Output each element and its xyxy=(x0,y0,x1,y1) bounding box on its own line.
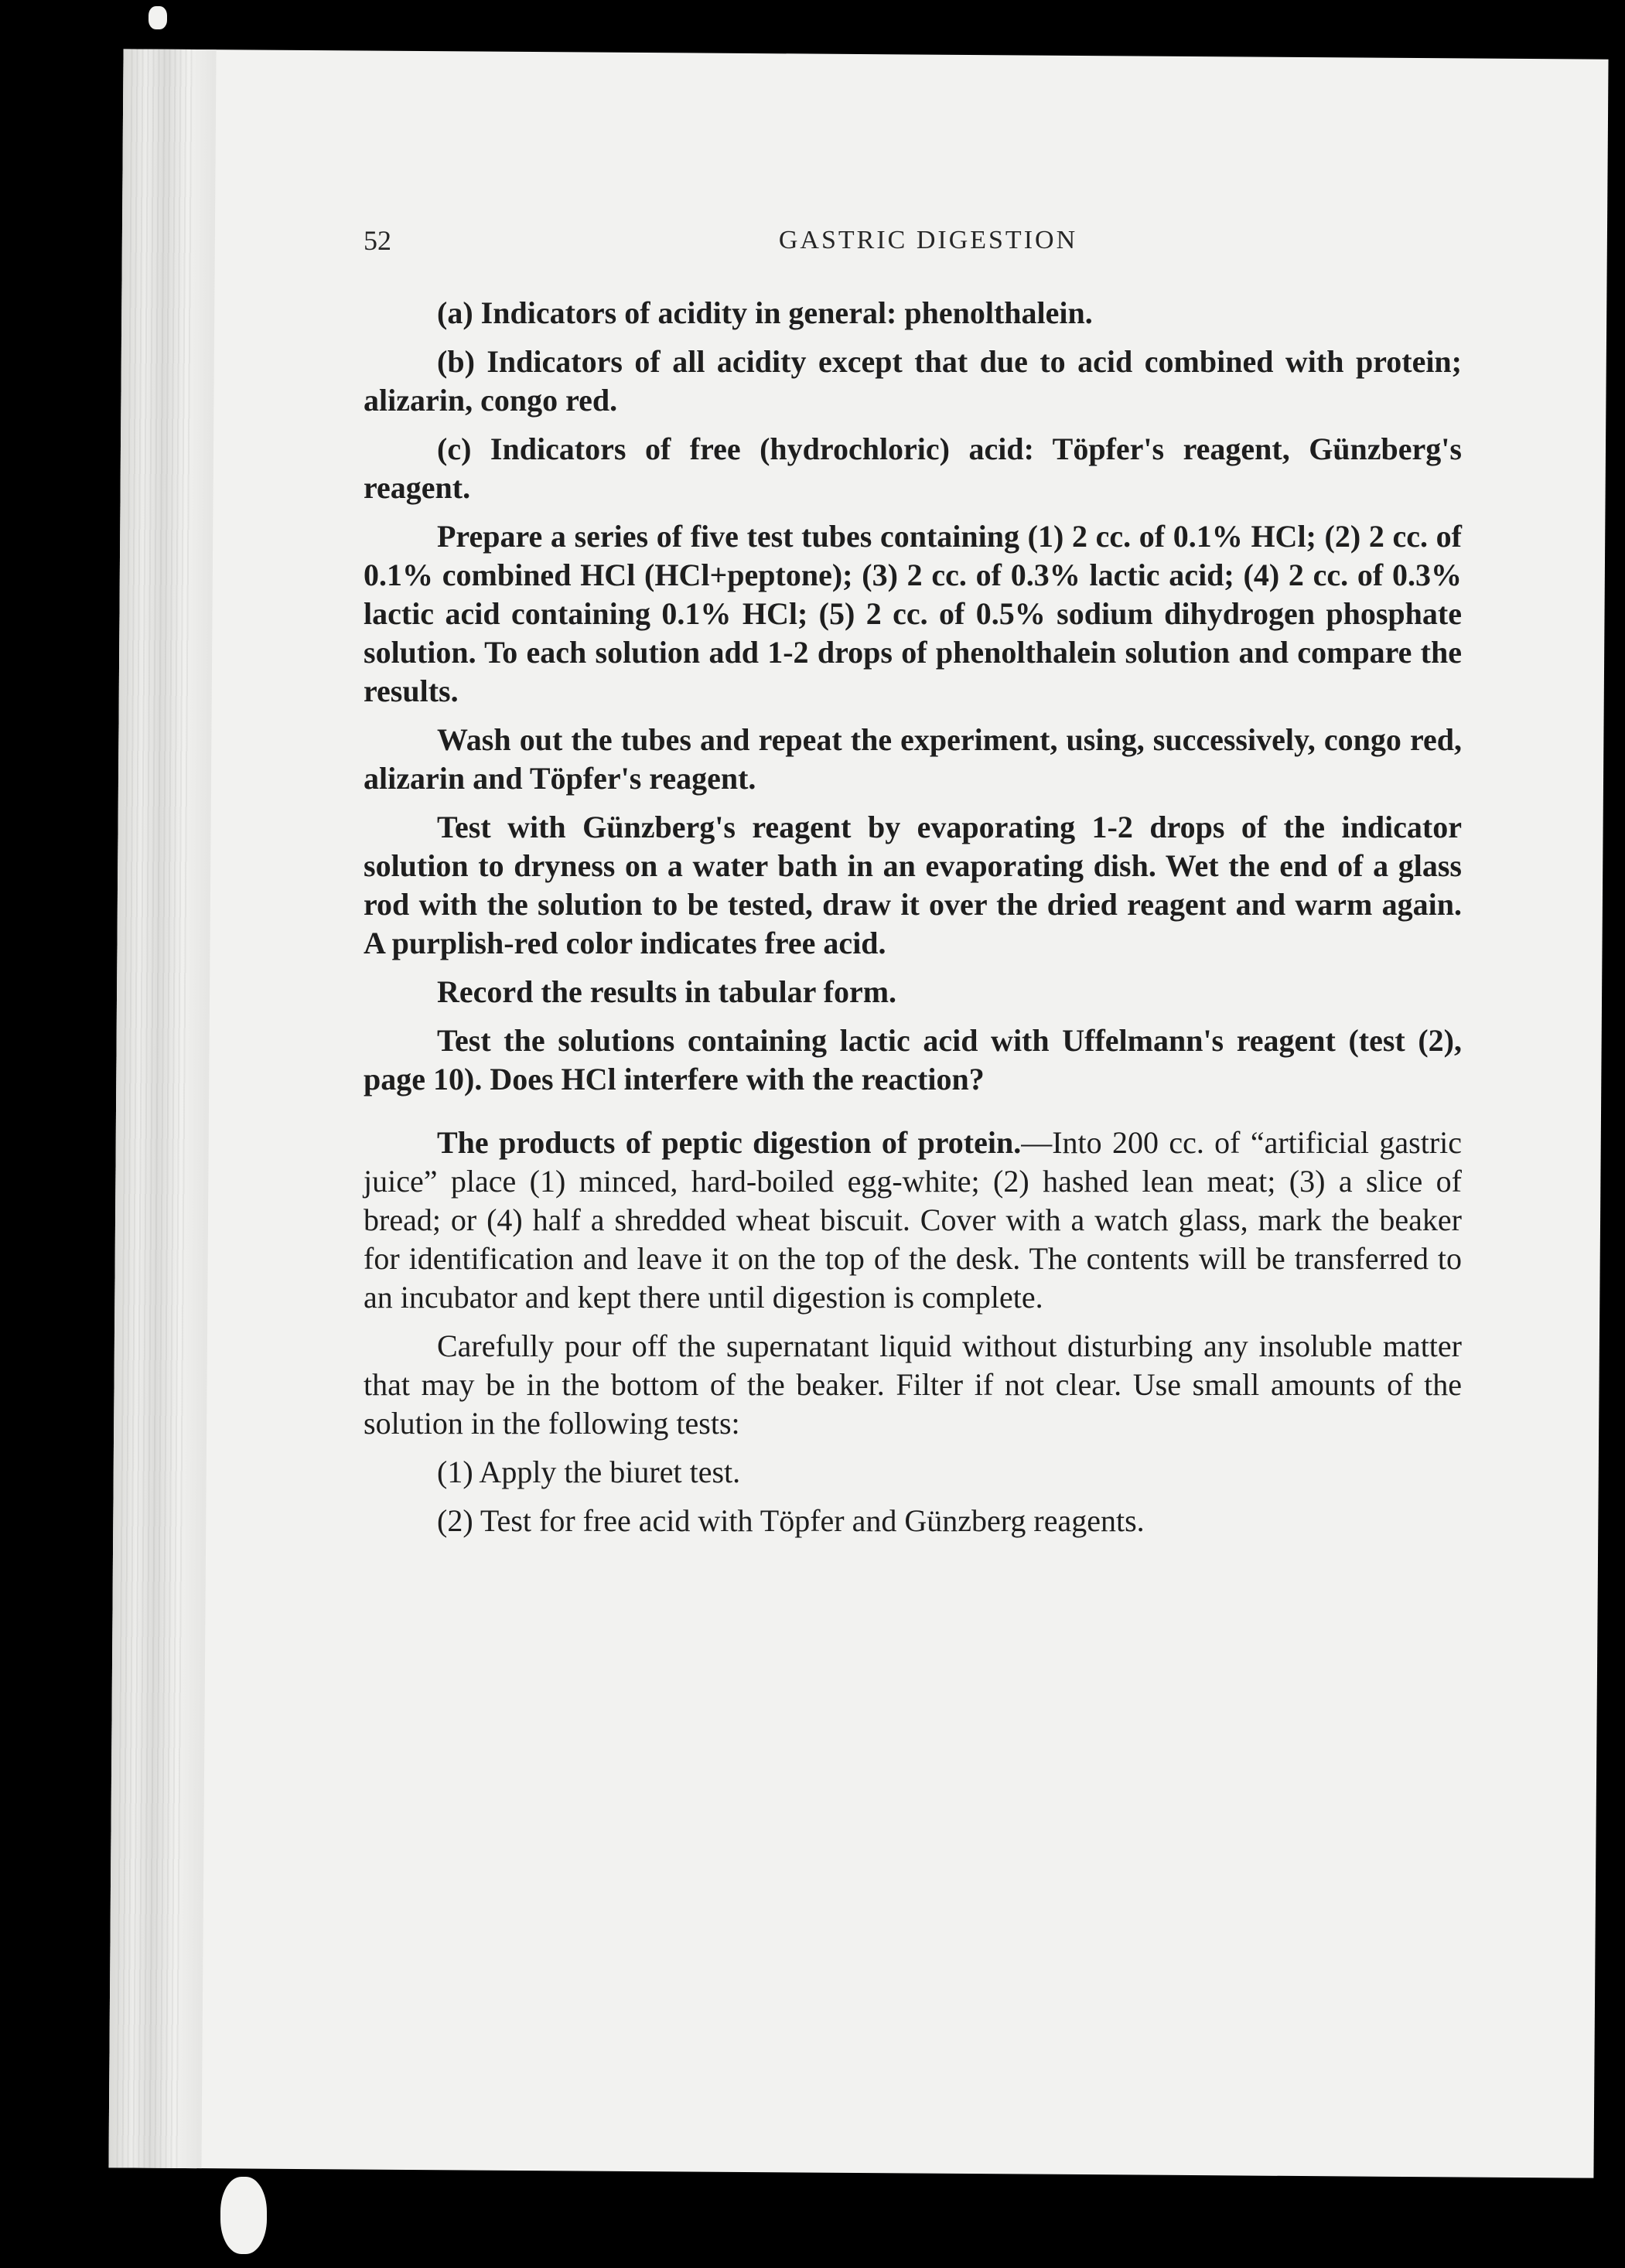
indicator-item-b: (b) Indicators of all acidity except that due to acid combined with protein; alizarin, congo red. xyxy=(364,344,1462,418)
paragraph-gunzberg-test: Test with Günzberg's reagent by evaporating 1-2 drops of the indicator solution to dryness on a water bath in an evaporating dish. Wet the end of a glass rod with the solution to be tested, draw it over the dried reagent and warm again. A purplish-red color indicates free acid. xyxy=(364,810,1462,960)
indicator-list xyxy=(364,294,1462,507)
paragraph-supernatant: Carefully pour off the supernatant liquid without disturbing any insoluble matter that may be in the bottom of the beaker. Filter if not clear. Use small amounts of the solution in the following tests: xyxy=(364,1328,1462,1441)
page-number: 52 xyxy=(364,225,391,256)
section-heading: The products of peptic digestion of protein. xyxy=(437,1125,1022,1160)
section-heading-text: —Into 200 cc. of “artificial gastric juice” place (1) minced, hard-boiled egg-white; (2) hashed lean meat; (3) a slice of bread; or (4) half a shredded wheat biscuit. Cover with a watch glass, mark the beaker for identification and leave it on the top of the desk. The contents will be transferred to an incubator and kept there until digestion is complete. xyxy=(364,1125,1463,1315)
paragraph-wash-tubes: Wash out the tubes and repeat the experiment, using, successively, congo red, alizarin and Töpfer's reagent. xyxy=(364,722,1462,796)
products-section xyxy=(364,1124,1462,1540)
procedure-section xyxy=(364,517,1462,1099)
scan-speck xyxy=(149,6,167,29)
page-heading: GASTRIC DIGESTION xyxy=(778,226,1078,254)
paragraph-uffelmann-test: Test the solutions containing lactic acid with Uffelmann's reagent (test (2), page 10). Does HCl interfere with the reaction? xyxy=(364,1023,1462,1096)
scan-speck xyxy=(220,2177,267,2254)
running-head xyxy=(364,224,1493,271)
paragraph-test-tubes: Prepare a series of five test tubes containing (1) 2 cc. of 0.1% HCl; (2) 2 cc. of 0.1% combined HCl (HCl+peptone); (3) 2 cc. of 0.3% lactic acid; (4) 2 cc. of 0.3% lactic acid containing 0.1% HCl; (5) 2 cc. of 0.5% sodium dihydrogen phosphate solution. To each solution add 1-2 drops of phenolthalein solution and compare the results. xyxy=(364,519,1462,708)
indicator-item-a: (a) Indicators of acidity in general: phenolthalein. xyxy=(437,295,1093,330)
paragraph-record-results: Record the results in tabular form. xyxy=(437,974,897,1009)
indicator-item-c: (c) Indicators of free (hydrochloric) acid: Töpfer's reagent, Günzberg's reagent. xyxy=(364,431,1462,505)
test-item-1: (1) Apply the biuret test. xyxy=(437,1455,741,1489)
test-item-2: (2) Test for free acid with Töpfer and Günzberg reagents. xyxy=(437,1503,1145,1538)
body-text xyxy=(364,294,1462,1550)
paragraph-peptic-products xyxy=(364,1124,1462,1317)
